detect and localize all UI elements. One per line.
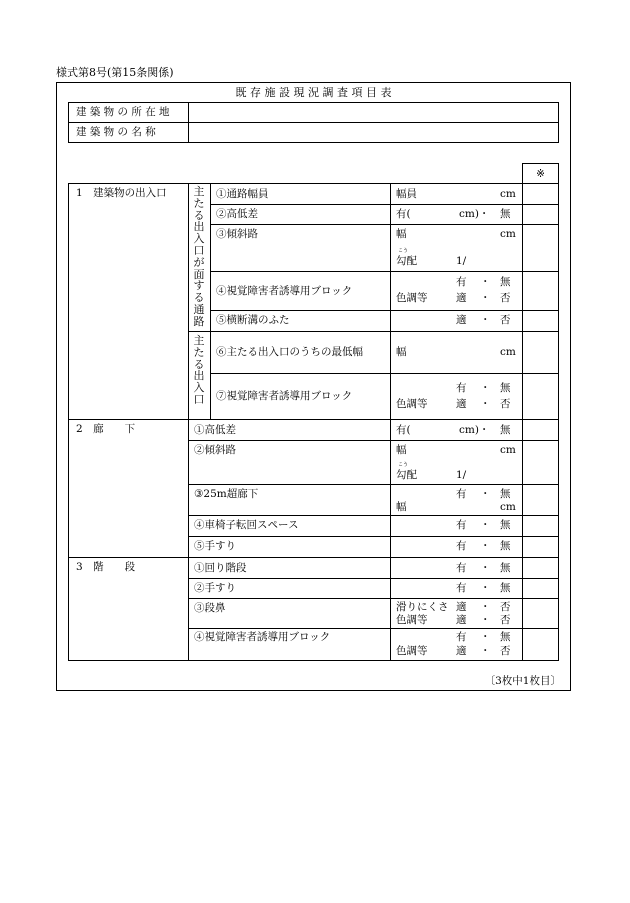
gradient-value: 1/ xyxy=(456,469,467,481)
dot: ・ xyxy=(480,601,491,613)
inappropriate-label: 否 xyxy=(500,645,511,657)
none-label: 無 xyxy=(500,276,511,288)
s1-item-2: ②高低差 xyxy=(216,208,258,220)
location-field[interactable] xyxy=(189,103,558,122)
table-line xyxy=(188,536,559,537)
note-cell-line xyxy=(522,163,559,164)
appropriate-label: 適 xyxy=(456,614,467,626)
section-1-group-entrance: 主たる出入口 xyxy=(193,334,205,406)
dot: ・ xyxy=(480,292,491,304)
table-line xyxy=(390,183,391,661)
s1-item-5: ⑤横断溝のふた xyxy=(216,314,290,326)
appropriate-label: 適 xyxy=(456,292,467,304)
dot: ・ xyxy=(480,562,491,574)
dot: ・ xyxy=(480,582,491,594)
gradient-label: 勾配 xyxy=(396,255,417,267)
s1-item-4: ④視覚障害者誘導用ブロック xyxy=(216,285,353,297)
none-label: 無 xyxy=(500,562,511,574)
dot: ・ xyxy=(480,645,491,657)
unit-cm: cm xyxy=(500,444,516,456)
table-line xyxy=(210,310,559,311)
table-line xyxy=(210,271,559,272)
table-line xyxy=(68,557,559,558)
width-full-label: 幅員 xyxy=(396,188,417,200)
form-label: 様式第8号(第15条関係) xyxy=(56,66,174,79)
dot: ・ xyxy=(480,382,491,394)
gradient-ruby: こう xyxy=(398,462,409,468)
dot: ・ xyxy=(480,631,491,643)
section-1-title: 1 建築物の出入口 xyxy=(76,187,167,199)
none-label: 無 xyxy=(500,540,511,552)
s2-item-1: ①高低差 xyxy=(194,424,236,436)
appropriate-label: 適 xyxy=(456,314,467,326)
none-label: 無 xyxy=(500,488,511,500)
exists-label: 有 xyxy=(456,519,467,531)
table-line xyxy=(188,628,559,629)
exist-open: 有( xyxy=(396,424,411,436)
name-field[interactable] xyxy=(189,123,558,142)
table-line xyxy=(68,183,559,184)
outer-left-border xyxy=(56,82,57,691)
color-etc-label: 色調等 xyxy=(396,645,428,657)
table-line xyxy=(210,224,559,225)
table-line xyxy=(68,660,559,661)
s3-item-2: ②手すり xyxy=(194,582,236,594)
exists-label: 有 xyxy=(456,276,467,288)
unit-cm: cm xyxy=(500,228,516,240)
unit-cm: cm xyxy=(500,188,516,200)
dot: ・ xyxy=(480,614,491,626)
table-line xyxy=(188,515,559,516)
exists-label: 有 xyxy=(456,382,467,394)
inappropriate-label: 否 xyxy=(500,314,511,326)
none-label: 無 xyxy=(500,208,511,220)
s2-item-4: ④車椅子転回スペース xyxy=(194,519,299,531)
s2-item-5: ⑤手すり xyxy=(194,540,236,552)
header-table-line xyxy=(558,102,559,143)
gradient-label: 勾配 xyxy=(396,469,417,481)
color-etc-label: 色調等 xyxy=(396,398,428,410)
exists-label: 有 xyxy=(456,488,467,500)
table-line xyxy=(558,183,559,661)
s2-item-3: ③25m超廊下 xyxy=(194,488,259,500)
exists-label: 有 xyxy=(456,540,467,552)
none-label: 無 xyxy=(500,631,511,643)
header-table-line xyxy=(68,102,69,143)
table-line xyxy=(68,183,69,661)
dot: ・ xyxy=(480,540,491,552)
gradient-value: 1/ xyxy=(456,255,467,267)
inappropriate-label: 否 xyxy=(500,614,511,626)
outer-right-border xyxy=(570,82,571,691)
table-line xyxy=(188,598,559,599)
exists-label: 有 xyxy=(456,562,467,574)
table-line xyxy=(188,440,559,441)
s3-item-1: ①回り階段 xyxy=(194,562,247,574)
width-label: 幅 xyxy=(396,346,407,358)
s1-item-6: ⑥主たる出入口のうちの最低幅 xyxy=(216,346,363,358)
s1-item-1: ①通路幅員 xyxy=(216,188,269,200)
dot: ・ xyxy=(480,519,491,531)
unit-cm: cm xyxy=(500,501,516,513)
color-etc-label: 色調等 xyxy=(396,614,428,626)
exist-close: cm)・ xyxy=(459,424,490,436)
inappropriate-label: 否 xyxy=(500,292,511,304)
inappropriate-label: 否 xyxy=(500,601,511,613)
section-2-title: 2 廊 下 xyxy=(76,423,136,435)
page-title: 既 存 施 設 現 況 調 査 項 目 表 xyxy=(235,86,392,99)
dot: ・ xyxy=(480,276,491,288)
dot: ・ xyxy=(480,398,491,410)
s3-item-4: ④視覚障害者誘導用ブロック xyxy=(194,631,331,643)
table-line xyxy=(188,183,189,661)
table-line xyxy=(188,331,559,332)
table-line xyxy=(522,183,523,661)
table-line xyxy=(210,373,559,374)
width-label: 幅 xyxy=(396,444,407,456)
s3-item-3: ③段鼻 xyxy=(194,602,226,614)
inappropriate-label: 否 xyxy=(500,398,511,410)
s2-item-2: ②傾斜路 xyxy=(194,444,236,456)
appropriate-label: 適 xyxy=(456,645,467,657)
header-table-line xyxy=(68,142,559,143)
table-line xyxy=(68,419,559,420)
unit-cm: cm xyxy=(500,346,516,358)
s1-item-3: ③傾斜路 xyxy=(216,228,258,240)
exist-close: cm)・ xyxy=(459,208,490,220)
s1-item-7: ⑦視覚障害者誘導用ブロック xyxy=(216,390,353,402)
none-label: 無 xyxy=(500,382,511,394)
color-etc-label: 色調等 xyxy=(396,292,428,304)
appropriate-label: 適 xyxy=(456,398,467,410)
dot: ・ xyxy=(480,314,491,326)
exists-label: 有 xyxy=(456,582,467,594)
slip-label: 滑りにくさ xyxy=(396,601,449,613)
location-label: 建 築 物 の 所 在 地 xyxy=(76,106,170,118)
table-line xyxy=(210,183,211,420)
note-mark: ※ xyxy=(536,168,545,180)
none-label: 無 xyxy=(500,519,511,531)
exists-label: 有 xyxy=(456,631,467,643)
page-count: 〔3枚中1枚目〕 xyxy=(484,675,561,687)
section-3-title: 3 階 段 xyxy=(76,561,136,573)
none-label: 無 xyxy=(500,582,511,594)
table-line xyxy=(188,578,559,579)
dot: ・ xyxy=(480,488,491,500)
exist-open: 有( xyxy=(396,208,411,220)
none-label: 無 xyxy=(500,424,511,436)
table-line xyxy=(188,484,559,485)
appropriate-label: 適 xyxy=(456,601,467,613)
section-1-group-passage: 主たる出入口が面する通路 xyxy=(193,185,205,328)
outer-bottom-border xyxy=(56,690,571,691)
table-line xyxy=(210,204,559,205)
width-label: 幅 xyxy=(396,501,407,513)
gradient-ruby: こう xyxy=(398,248,409,254)
name-label: 建 築 物 の 名 称 xyxy=(76,126,156,138)
outer-top-border xyxy=(56,82,571,83)
width-label: 幅 xyxy=(396,228,407,240)
